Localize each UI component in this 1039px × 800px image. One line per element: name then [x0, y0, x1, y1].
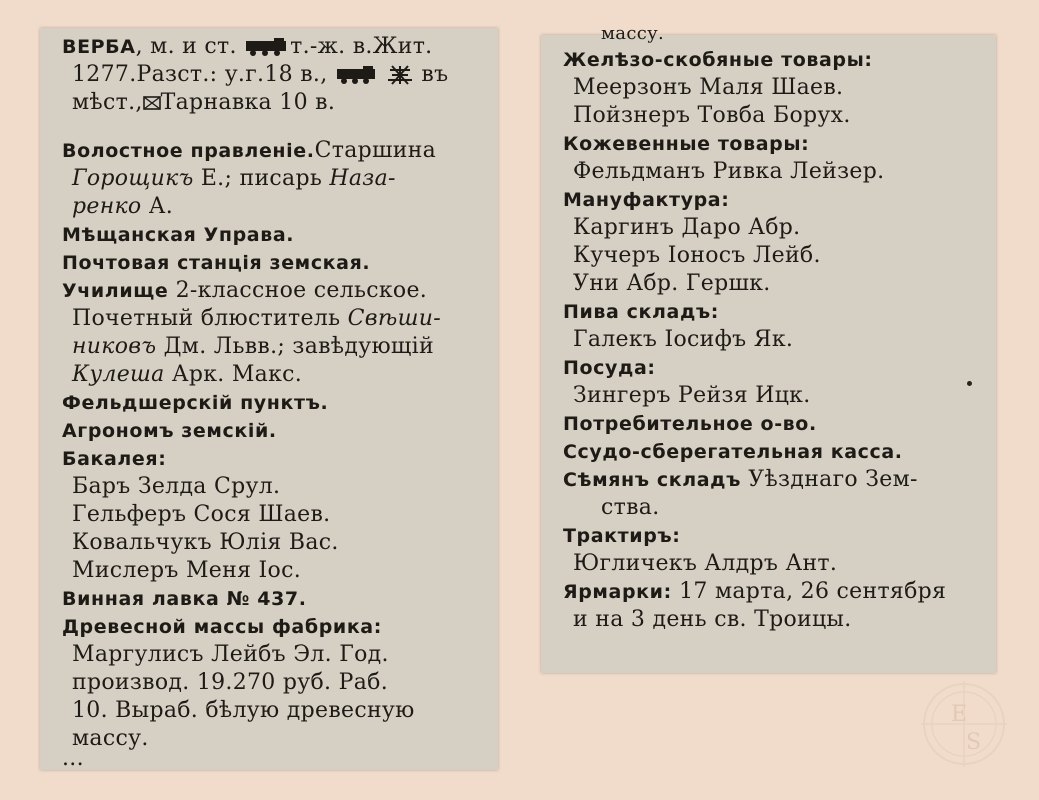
volost-line-3: ренко А.: [72, 194, 174, 219]
list-item: Зингеръ Рейзя Ицк.: [573, 383, 811, 408]
school-line-2: Почетный блюститель Свѣши-: [72, 306, 441, 331]
section-bakaleya: Бакалея:: [62, 448, 167, 470]
wine-shop: Винная лавка № 437.: [62, 588, 307, 610]
savings-loan-office: Ссудо-сберегательная касса.: [563, 441, 903, 463]
entry-line-2: 1277.Разст.: у.г.18 в., въ: [72, 62, 449, 87]
school-line: Училище 2-классное сельское.: [62, 278, 428, 303]
entry-line-1: ВЕРБА, м. и ст. т.-ж. в.Жит.: [62, 34, 433, 59]
list-item: Гельферъ Сося Шаев.: [72, 502, 331, 527]
section-tavern: Трактиръ:: [563, 525, 681, 547]
consumer-society: Потребительное о-во.: [563, 413, 817, 435]
meshchanskaya-uprava: Мѣщанская Управа.: [62, 224, 295, 246]
right-column-clipping: [541, 23, 996, 673]
section-wood-pulp-factory: Древесной массы фабрика:: [62, 616, 382, 638]
list-item: Баръ Зелда Срул.: [72, 474, 281, 499]
section-dishes: Посуда:: [563, 357, 656, 379]
list-item: производ. 19.270 руб. Раб.: [72, 670, 389, 695]
list-item: Пойзнеръ Товба Борух.: [573, 103, 851, 128]
volost-line: Волостное правленіе.Старшина: [62, 138, 437, 163]
volost-line-2: Горощикъ Е.; писарь Наза-: [72, 166, 396, 191]
agronomist: Агрономъ земскій.: [62, 420, 277, 442]
section-beer-warehouse: Пива складъ:: [563, 301, 719, 323]
list-item: Маргулисъ Лейбъ Эл. Год.: [72, 642, 389, 667]
school-line-3: никовъ Дм. Львв.; завѣдующій: [72, 334, 434, 359]
list-item: Мислеръ Меня Іос.: [72, 558, 302, 583]
train-icon: [244, 37, 290, 57]
entry-title: ВЕРБА: [62, 36, 136, 58]
list-item: Галекъ Іосифъ Як.: [573, 327, 794, 352]
feldsher-point: Фельдшерскій пунктъ.: [62, 392, 329, 414]
list-item: Ковальчукъ Юлія Вас.: [72, 530, 339, 555]
seed-warehouse-line: Сѣмянъ складъ Уѣзднаго Зем-: [563, 467, 918, 492]
left-column-clipping: [40, 28, 498, 770]
cut-off-text: массу.: [601, 23, 665, 44]
list-item: Каргинъ Даро Абр.: [573, 215, 801, 240]
list-item: Меерзонъ Маля Шаев.: [573, 75, 844, 100]
fairs-line-2: и на 3 день св. Троицы.: [573, 607, 852, 632]
school-line-4: Кулеша Арк. Макс.: [72, 362, 303, 387]
section-leather: Кожевенные товары:: [563, 133, 810, 155]
section-hardware: Желѣзо-скобяные товары:: [563, 49, 873, 71]
post-station: Почтовая станція земская.: [62, 252, 371, 274]
list-item: Уни Абр. Гершк.: [573, 271, 771, 296]
watermark-logo-icon: [921, 681, 1007, 767]
list-item: Фельдманъ Ривка Лейзер.: [573, 159, 885, 184]
continuation-ellipsis: ...: [62, 746, 84, 771]
entry-line-3: мѣст., Тарнавка 10 в.: [72, 90, 336, 115]
telegraph-icon: [386, 64, 414, 86]
fairs-line: Ярмарки: 17 марта, 26 сентября: [563, 579, 947, 604]
list-item: массу.: [72, 726, 149, 751]
section-manufaktura: Мануфактура:: [563, 189, 730, 211]
ink-speck: [967, 381, 972, 386]
watermark-letter-s: S: [966, 730, 982, 755]
list-item: Кучеръ Іоносъ Лейб.: [573, 243, 821, 268]
list-item: 10. Выраб. бѣлую древесную: [72, 698, 415, 723]
train-icon: [335, 65, 379, 85]
watermark-letter-e: E: [951, 702, 968, 727]
seed-warehouse-line-2: ства.: [601, 495, 660, 520]
list-item: Югличекъ Алдръ Ант.: [573, 551, 838, 576]
envelope-icon: [143, 95, 161, 111]
